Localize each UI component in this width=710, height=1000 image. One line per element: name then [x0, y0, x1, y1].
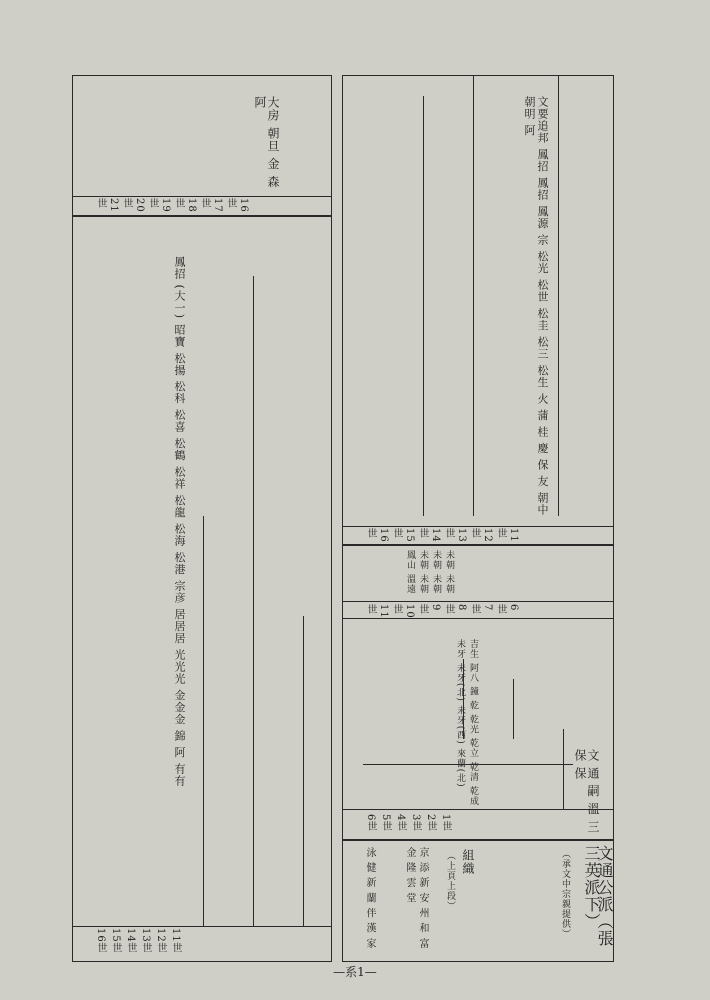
panel-3-gen: 11世 12世 13世 14世 15世 16世	[365, 528, 519, 543]
panel-1	[342, 618, 614, 840]
panel-3-names: 文要追邦 鳳招 鳳招 鳳源 宗 松光 松世 松圭 松三 松生 火 蒲 桂 慶 保 友 朝中 朝明 阿	[523, 96, 549, 516]
panel-1-gen: 1世 2世 3世 4世 5世 6世	[365, 814, 451, 833]
panel-4-gen: 16世 17世 18世 19世 20世 21世	[95, 198, 249, 213]
panel-4-names: 大房 朝旦 金 森 阿	[253, 96, 280, 189]
panel-1-top: 文 通 嗣 溫 三 保 保	[573, 749, 600, 834]
panel-2-gen: 6世 7世 8世 9世 10世 11世	[365, 604, 519, 619]
panel-5-gen: 11世 12世 13世 14世 15世 16世	[95, 928, 181, 954]
title-note: （承文中宗親提供）	[560, 849, 570, 939]
page-footer: —系1—	[333, 965, 377, 979]
panel-2	[342, 545, 614, 619]
panel-4	[72, 75, 332, 217]
panel-5-names: 鳳招 (大一) 昭寶 松揚 松科 松喜 松鶴 松祥 松龍 松海 松港 宗彦 居居居 光光光 金金金 錦 阿 有有	[173, 256, 186, 788]
sidebar-heading: 組織	[461, 849, 475, 875]
panel-2-names: 未朝 未朝 未朝 未朝 未朝 未朝 鳳山 溫遠	[405, 550, 454, 594]
sidebar-names-left: 泳 健 新 蘭 伴 漢 家	[364, 847, 375, 950]
sidebar-sub: （上頁上段）	[445, 851, 455, 911]
title-text: 文通公派（張三英派下）	[582, 845, 614, 947]
title-strip	[342, 840, 614, 962]
sidebar-names-right: 京 添 新 安 州 和 富 金 隆 雲 堂	[404, 847, 428, 950]
panel-3	[342, 75, 614, 545]
panel-1-names: 吉生 阿八 鐘 乾 乾光 乾立 乾清 乾成 未牙 未牙(北) 未牙(西) 來蘭(北)	[455, 639, 478, 807]
panel-5	[72, 215, 332, 962]
